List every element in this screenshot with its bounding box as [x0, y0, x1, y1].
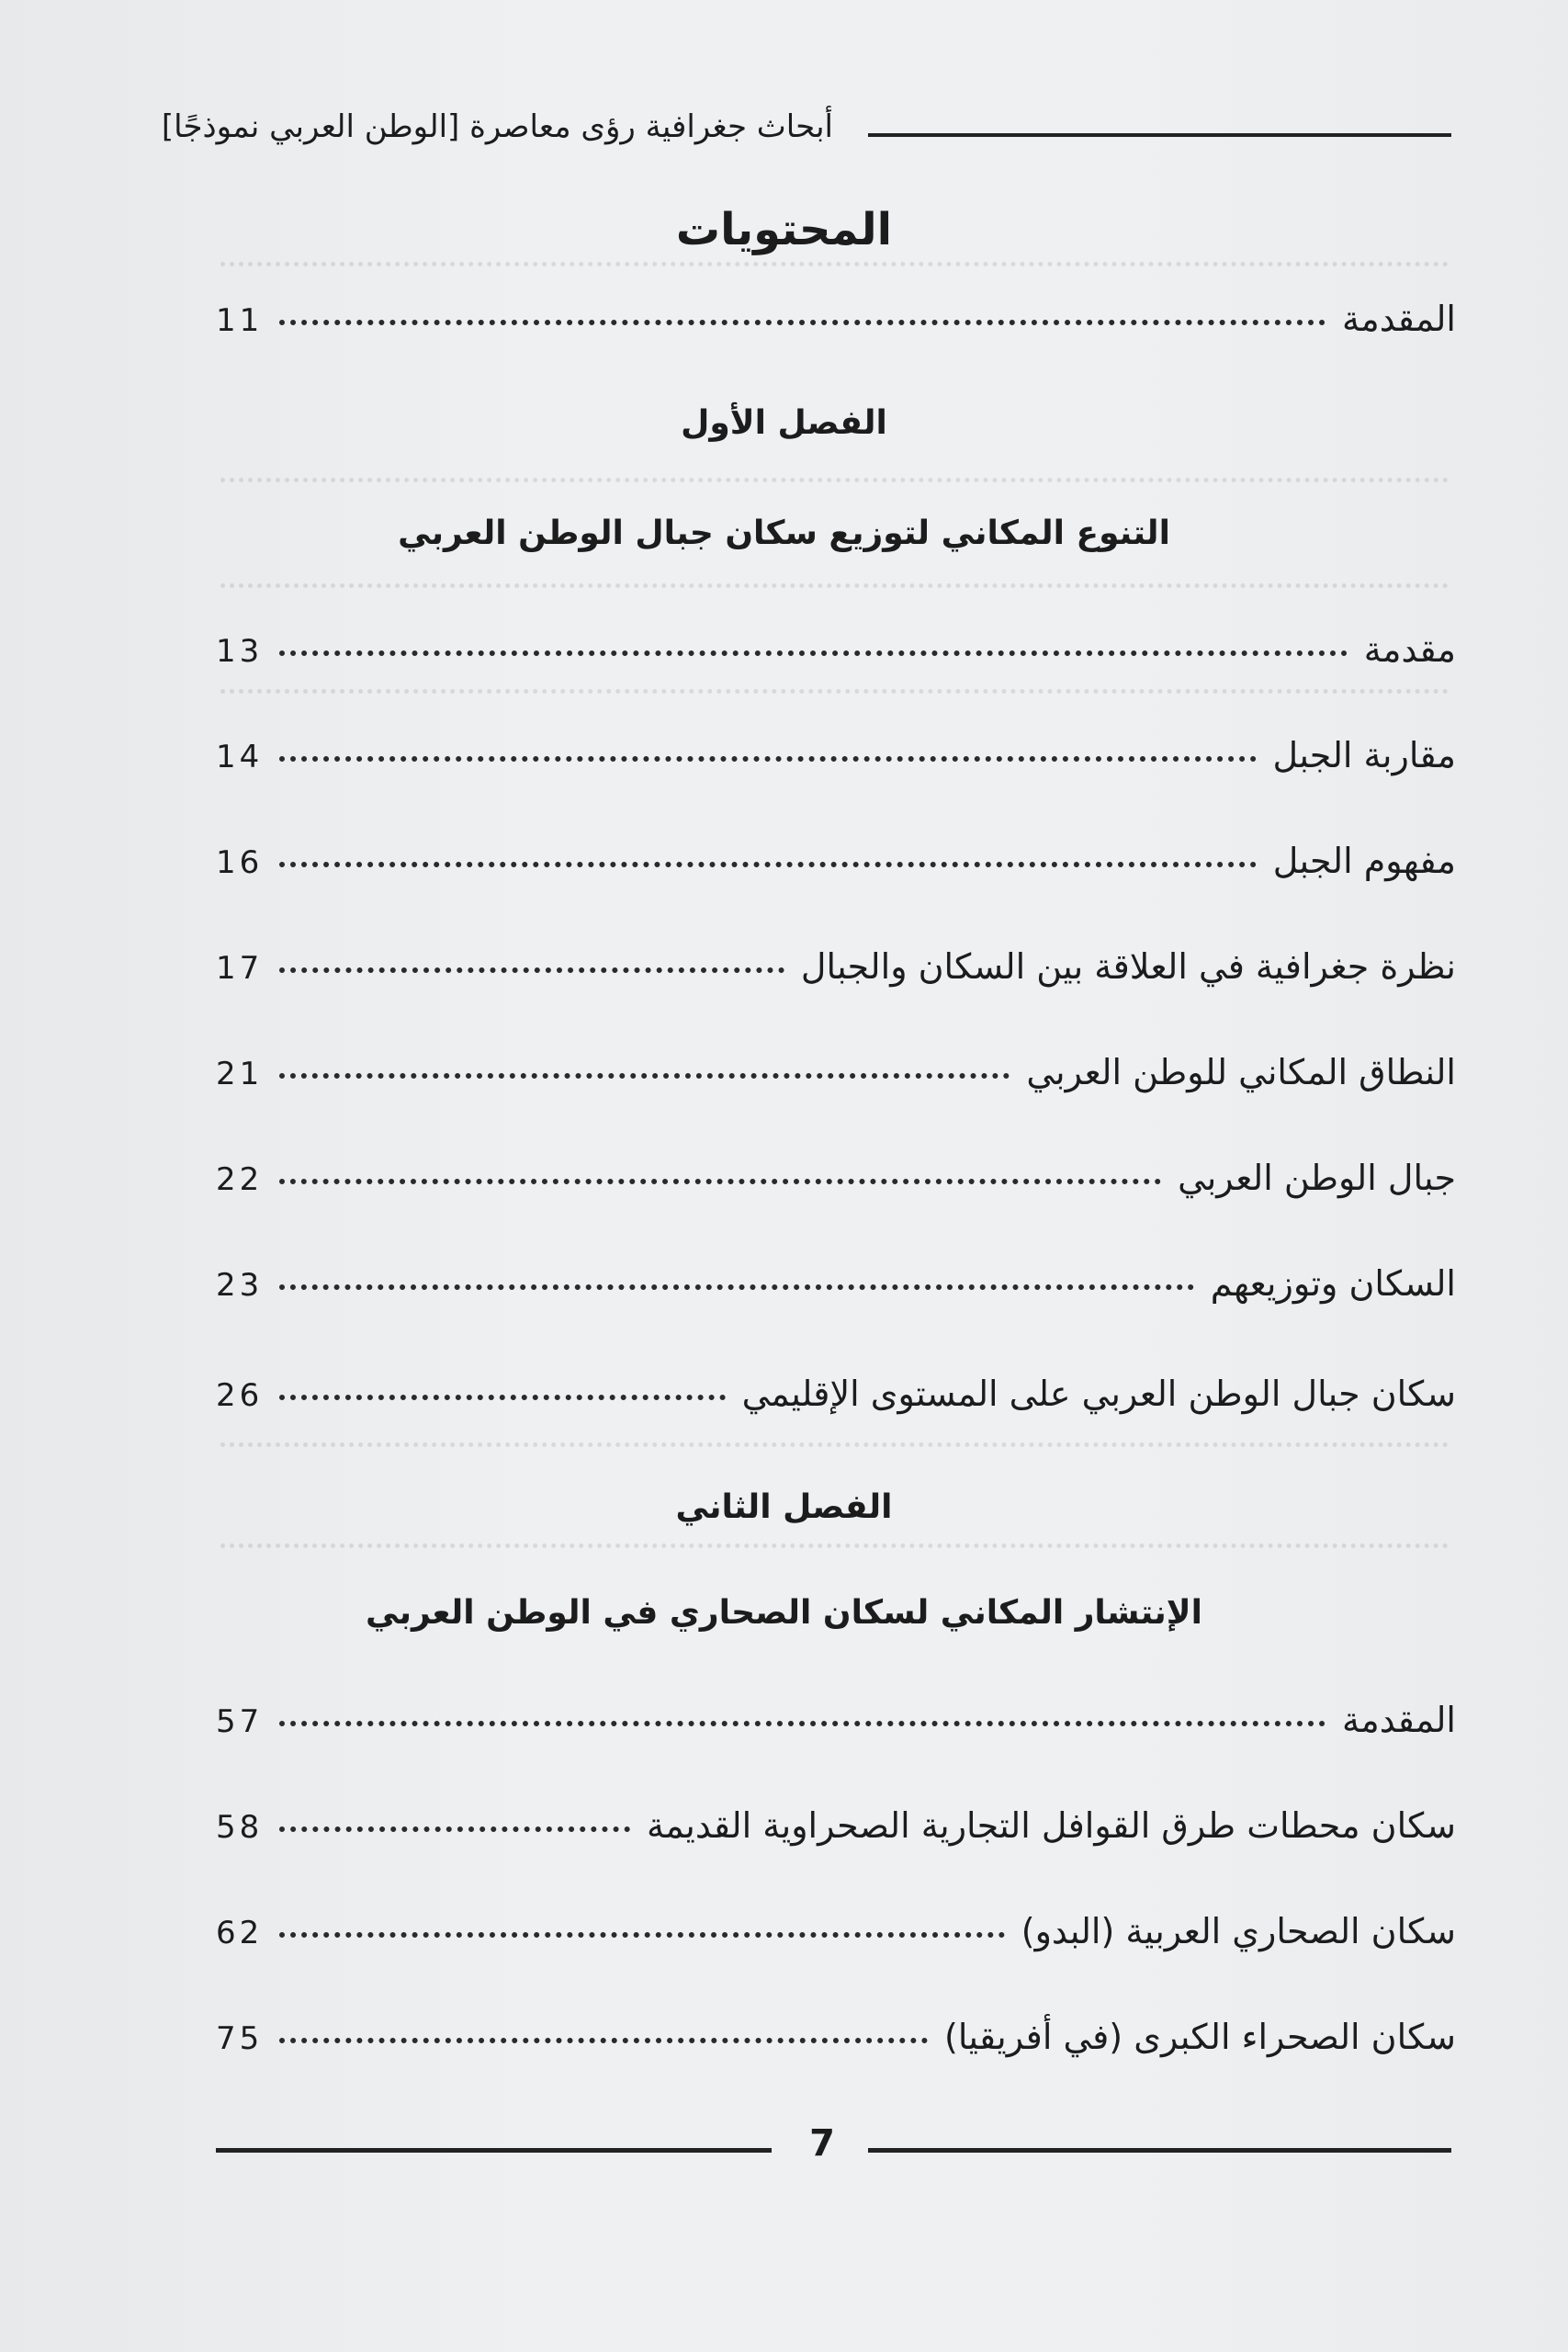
dot-leader: [279, 756, 1256, 762]
toc-entry[interactable]: [216, 629, 1456, 684]
toc-title: المحتويات: [675, 204, 893, 255]
header-rule: [868, 133, 1451, 137]
toc-entry-page: 26: [216, 1377, 264, 1414]
toc-entry[interactable]: [216, 1052, 1456, 1107]
dot-leader: [279, 1826, 630, 1832]
footer-rule-left: [216, 2148, 772, 2153]
toc-entry-page: 14: [216, 739, 264, 775]
footer-rule-right: [868, 2148, 1451, 2153]
dot-leader: [279, 1179, 1161, 1184]
toc-entry[interactable]: [216, 1700, 1456, 1755]
dot-leader: [279, 1284, 1194, 1290]
dot-leader: [279, 1073, 1010, 1079]
toc-entry-text: سكان الصحراء الكبرى (في أفريقيا): [944, 2017, 1456, 2057]
dot-leader: [279, 967, 784, 973]
page-number: 7: [809, 2122, 835, 2165]
dot-leader: [279, 1932, 1004, 1938]
toc-entry-page: 21: [216, 1056, 264, 1092]
toc-entry-text: النطاق المكاني للوطن العربي: [1026, 1052, 1456, 1092]
toc-entry[interactable]: [216, 841, 1456, 896]
toc-entry-text: مقاربة الجبل: [1272, 735, 1456, 775]
toc-entry-text: سكان محطات طرق القوافل التجارية الصحراوية القديمة: [646, 1805, 1456, 1846]
toc-entry-text: السكان وتوزيعهم: [1210, 1263, 1456, 1304]
toc-entry-page: 22: [216, 1161, 264, 1198]
dot-leader: [279, 650, 1347, 656]
toc-entry-page: 58: [216, 1809, 264, 1846]
dot-leader: [279, 2038, 928, 2043]
chapter-1-title: التنوع المكاني لتوزيع سكان جبال الوطن العربي: [398, 514, 1170, 552]
toc-entry-text: سكان جبال الوطن العربي على المستوى الإقليمي: [741, 1374, 1456, 1414]
toc-entry[interactable]: [216, 1263, 1456, 1318]
toc-entry-page: 16: [216, 844, 264, 881]
toc-entry-text: نظرة جغرافية في العلاقة بين السكان والجبال: [800, 946, 1456, 987]
toc-entry-text: مفهوم الجبل: [1272, 841, 1456, 881]
toc-entry-page: 57: [216, 1703, 264, 1740]
toc-entry[interactable]: [216, 1374, 1456, 1429]
toc-entry[interactable]: [216, 1805, 1456, 1860]
toc-entry[interactable]: [216, 2017, 1456, 2072]
bleed-through-line: [220, 547, 1449, 588]
toc-entry-page: 11: [216, 302, 264, 339]
toc-entry-intro[interactable]: [216, 299, 1456, 354]
toc-entry-text: المقدمة: [1341, 299, 1456, 339]
dot-leader: [279, 862, 1256, 867]
bleed-through-line: [220, 441, 1449, 482]
toc-entry-page: 13: [216, 633, 264, 670]
chapter-1-label: الفصل الأول: [681, 404, 887, 442]
toc-entry-page: 23: [216, 1267, 264, 1304]
toc-entry[interactable]: [216, 946, 1456, 1001]
toc-entry[interactable]: [216, 735, 1456, 790]
dot-leader: [279, 1721, 1325, 1726]
chapter-2-title: الإنتشار المكاني لسكان الصحاري في الوطن العربي: [366, 1594, 1202, 1632]
toc-entry-text: المقدمة: [1341, 1700, 1456, 1740]
toc-entry-page: 17: [216, 950, 264, 987]
toc-entry-text: مقدمة: [1363, 629, 1456, 670]
toc-entry-page: 75: [216, 2020, 264, 2057]
dot-leader: [279, 320, 1325, 325]
dot-leader: [279, 1395, 725, 1400]
chapter-2-label: الفصل الثاني: [675, 1488, 893, 1526]
toc-entry[interactable]: [216, 1911, 1456, 1966]
toc-entry-text: جبال الوطن العربي: [1178, 1158, 1456, 1198]
toc-entry[interactable]: [216, 1158, 1456, 1213]
toc-entry-page: 62: [216, 1915, 264, 1951]
toc-entry-text: سكان الصحاري العربية (البدو): [1021, 1911, 1456, 1951]
running-header: أبحاث جغرافية رؤى معاصرة [الوطن العربي نموذجًا]: [161, 108, 833, 145]
